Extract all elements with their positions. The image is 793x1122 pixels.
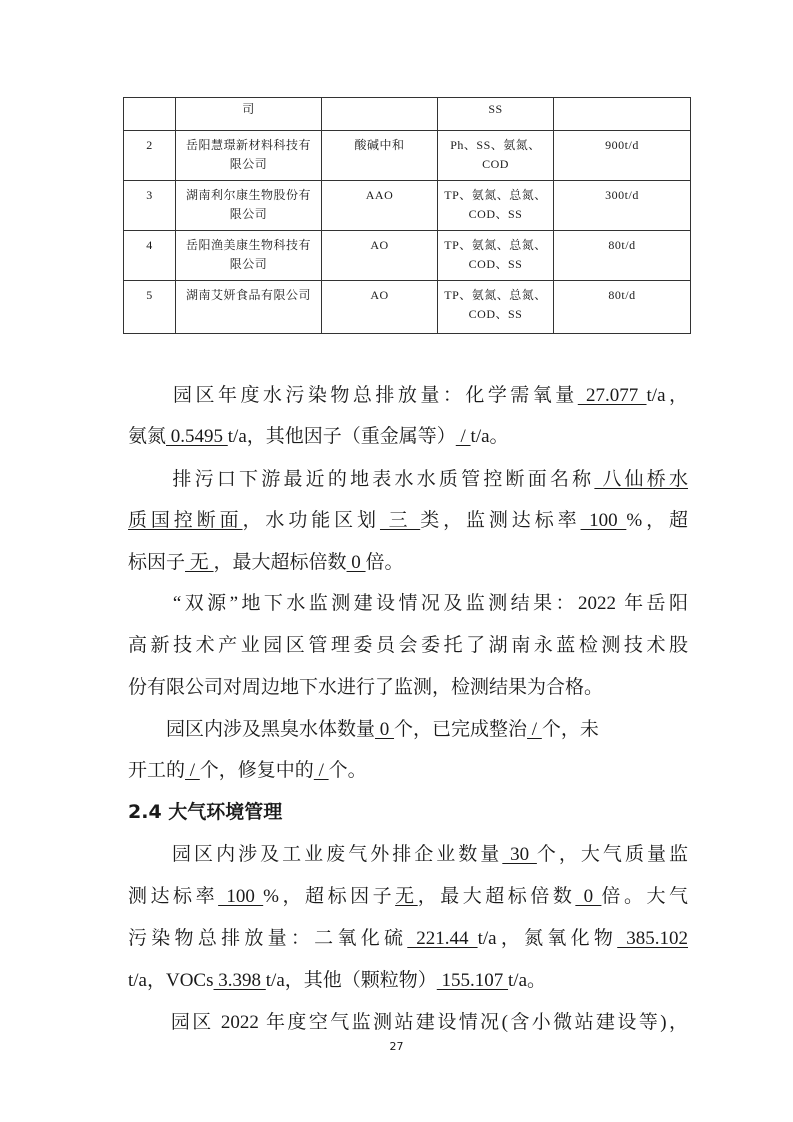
text-segment: %，超 [626,510,688,531]
paragraph-line [128,966,688,996]
table-cell: 司 [176,98,322,131]
table-cell: 岳阳慧璟新材料科技有限公司 [176,131,322,181]
table-cell: 80t/d [554,231,691,281]
paragraph-line [128,631,688,661]
section-heading [128,797,688,827]
filled-value: 221.44 [407,928,478,949]
filled-value: 无 [185,552,214,573]
text-segment: 类，监测达标率 [420,510,581,531]
filled-value: 质国控断面 [128,510,243,531]
filled-value: 0.5495 [166,426,228,447]
table-cell: SS [438,98,554,131]
text-segment: 园区年度水污染物总排放量：化学需氧量 [128,385,578,406]
text-segment: ，水功能区划 [242,510,380,531]
paragraph-line [128,381,688,411]
table-cell: 5 [124,281,176,334]
table-row [124,98,691,131]
paragraph-line [128,422,688,452]
table-cell: 4 [124,231,176,281]
filled-value: 385.102 [617,928,688,949]
text-segment: t/a， [646,385,688,406]
text-segment: 标因子 [128,552,186,573]
text-segment: 高新技术产业园区管理委员会委托了湖南永蓝检测技术股 [128,635,688,656]
table-cell [554,98,691,131]
text-segment: 开工的 [128,760,186,781]
filled-value: 无 [395,886,418,907]
filled-value: / [527,719,542,740]
text-segment: %，超标因子 [263,886,396,907]
table-cell: 湖南艾妍食品有限公司 [176,281,322,334]
table-row [124,131,691,181]
text-segment: t/a，VOCs [128,970,214,991]
table-cell: 酸碱中和 [322,131,438,181]
table-cell: 900t/d [554,131,691,181]
paragraph-line [128,1008,688,1038]
table-cell: AO [322,231,438,281]
filled-value: 三 [379,510,421,531]
text-segment: t/a，氮氧化物 [477,928,618,949]
paragraph-line [128,840,688,870]
text-segment: t/a。 [508,970,547,991]
text-segment: 园区内涉及黑臭水体数量 [128,719,376,740]
text-segment: 份有限公司对周边地下水进行了监测，检测结果为合格。 [128,677,604,698]
table-row [124,231,691,281]
table-cell: 2 [124,131,176,181]
paragraph-line [128,548,688,578]
table-cell: TP、氨氮、总氮、COD、SS [438,181,554,231]
text-segment: 测达标率 [128,886,219,907]
text-segment: 氨氮 [128,426,167,447]
filled-value: / [455,426,471,447]
table-cell: 300t/d [554,181,691,231]
text-segment: 污染物总排放量：二氧化硫 [128,928,408,949]
text-segment: 个。 [328,760,367,781]
text-segment: ，最大超标倍数 [417,886,576,907]
filled-value: / [185,760,200,781]
text-segment: 个，大气质量监 [536,844,688,865]
table-cell: 岳阳渔美康生物科技有限公司 [176,231,322,281]
text-segment: 个，未 [541,719,599,740]
text-segment: 园区 2022 年度空气监测站建设情况(含小微站建设等)， [128,1012,688,1033]
text-segment: “双源”地下水监测建设情况及监测结果：2022 年岳阳 [128,593,688,614]
paragraph-line [128,756,688,786]
table-cell: Ph、SS、氨氮、COD [438,131,554,181]
filled-value: / [313,760,329,781]
text-segment: 个，修复中的 [199,760,314,781]
paragraph-line [128,589,688,619]
paragraph-line [128,715,688,745]
filled-value: 0 [346,552,366,573]
table-cell: 80t/d [554,281,691,334]
text-segment: 倍。 [365,552,404,573]
paragraph-line [128,673,688,703]
table-cell: TP、氨氮、总氮、COD、SS [438,231,554,281]
paragraph-line [128,506,688,536]
text-segment: 排污口下游最近的地表水水质管控断面名称 [128,469,595,490]
text-segment: 个，已完成整治 [394,719,528,740]
paragraph-line [128,465,688,495]
text-segment: 园区内涉及工业废气外排企业数量 [128,844,503,865]
filled-value: 八仙桥水 [594,469,688,490]
text-segment: t/a，其他因子（重金属等） [227,426,456,447]
filled-value: 30 [502,844,537,865]
table-row [124,181,691,231]
text-segment: ，最大超标倍数 [213,552,347,573]
filled-value: 100 [218,886,264,907]
filled-value: 0 [575,886,602,907]
filled-value: 3.398 [213,970,266,991]
paragraph-line [128,882,688,912]
text-segment: t/a。 [470,426,509,447]
table-row [124,281,691,334]
wastewater-enterprise-table [123,97,691,334]
table-cell [322,98,438,131]
filled-value: 100 [580,510,627,531]
table-cell: AAO [322,181,438,231]
table-cell [124,98,176,131]
paragraph-line [128,924,688,954]
table-cell: AO [322,281,438,334]
text-segment: t/a，其他（颗粒物） [265,970,437,991]
page-number: 27 [389,1040,404,1053]
filled-value: 155.107 [436,970,509,991]
table-cell: 3 [124,181,176,231]
text-segment: 倍。大气 [601,886,688,907]
filled-value: 0 [375,719,395,740]
table-cell: 湖南利尔康生物股份有限公司 [176,181,322,231]
heading-text: 2.4 大气环境管理 [128,801,283,823]
table-cell: TP、氨氮、总氮、COD、SS [438,281,554,334]
filled-value: 27.077 [577,385,647,406]
